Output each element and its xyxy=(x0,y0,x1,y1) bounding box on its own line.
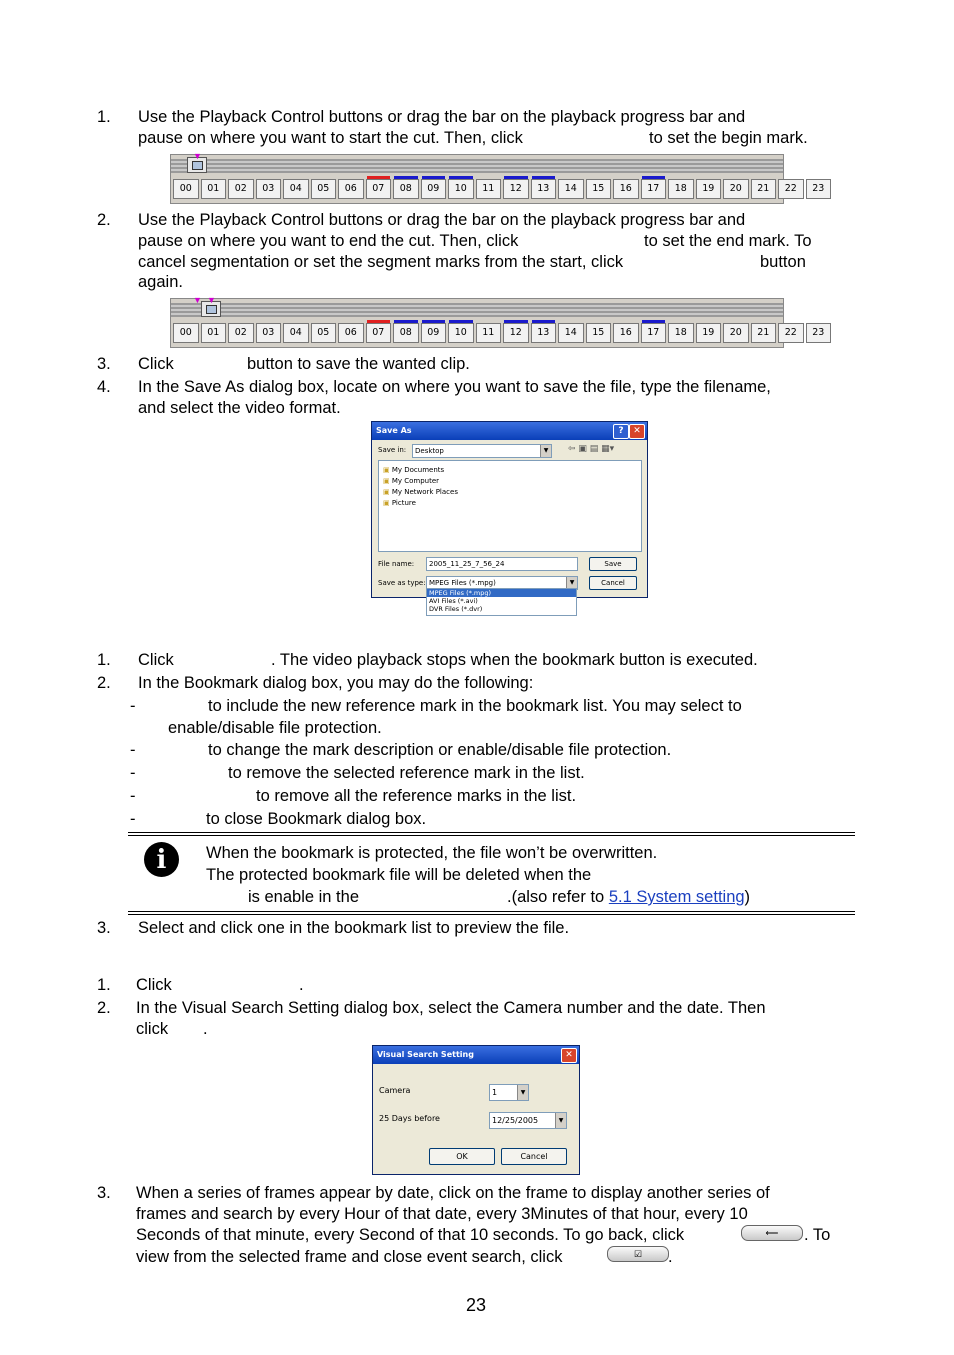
hour-cell[interactable] xyxy=(338,323,364,343)
hour-label: 10 xyxy=(454,183,467,194)
step-text: view from the selected frame and close event search, click xyxy=(136,1248,563,1266)
hour-label: 05 xyxy=(317,327,330,338)
hour-cell[interactable] xyxy=(228,179,254,199)
hour-cell[interactable] xyxy=(173,323,199,343)
hour-label: 18 xyxy=(674,327,687,338)
confirm-checkbox-icon[interactable]: ☑ xyxy=(607,1246,669,1262)
hour-label: 04 xyxy=(289,327,302,338)
hour-cell[interactable] xyxy=(338,179,364,199)
hour-label: 07 xyxy=(372,327,385,338)
step-number: 1. xyxy=(97,651,111,669)
file-list-item-label: My Documents xyxy=(391,466,445,474)
step-text: button to save the wanted clip. xyxy=(247,355,470,373)
hour-label: 20 xyxy=(729,183,742,194)
hour-cell[interactable] xyxy=(696,179,722,199)
bullet-text: to remove the selected reference mark in the list. xyxy=(228,764,585,782)
bullet-dash: - xyxy=(130,697,136,715)
hour-label: 08 xyxy=(399,327,412,338)
recording-indicator xyxy=(642,320,666,323)
step-text: click xyxy=(136,1020,169,1038)
recording-indicator xyxy=(394,320,418,323)
bullet-dash: - xyxy=(130,787,136,805)
note-text: When the bookmark is protected, the file won’t be overwritten. xyxy=(206,844,658,862)
step-text: . xyxy=(203,1020,208,1038)
end-mark-icon: ▼ xyxy=(207,295,216,305)
hour-label: 13 xyxy=(537,183,550,194)
help-icon[interactable]: ? xyxy=(613,424,629,439)
step-text: Select and click one in the bookmark list to preview the file. xyxy=(138,919,570,937)
hour-label: 15 xyxy=(592,183,605,194)
hour-cell[interactable] xyxy=(311,179,337,199)
hour-cell[interactable] xyxy=(531,179,557,199)
hour-label: 15 xyxy=(592,327,605,338)
system-setting-link[interactable]: 5.1 System setting xyxy=(608,888,745,906)
begin-mark-icon: ▼ xyxy=(193,151,202,161)
hour-label: 11 xyxy=(482,327,495,338)
hour-label: 21 xyxy=(757,327,770,338)
hour-label: 18 xyxy=(674,183,687,194)
hour-label: 02 xyxy=(234,327,247,338)
file-list-item[interactable] xyxy=(383,476,458,487)
hour-label: 06 xyxy=(344,183,357,194)
bullet-dash: - xyxy=(130,764,136,782)
step-text: Use the Playback Control buttons or drag the bar on the playback progress bar and xyxy=(138,108,746,126)
step-text: Click xyxy=(138,355,174,373)
save-type-label: Save as type: xyxy=(378,579,426,587)
hour-label: 16 xyxy=(619,327,632,338)
step-text: Use the Playback Control buttons or drag the bar on the playback progress bar and xyxy=(138,211,746,229)
hour-label: 23 xyxy=(812,183,825,194)
step-text: In the Save As dialog box, locate on where you want to save the file, type the filename, xyxy=(138,378,771,396)
recording-indicator xyxy=(532,320,556,323)
hour-cell[interactable] xyxy=(256,179,282,199)
save-button[interactable]: Save xyxy=(589,557,637,571)
hour-label: 03 xyxy=(262,327,275,338)
recording-indicator xyxy=(642,176,666,179)
folder-icon: ▣ xyxy=(383,499,392,507)
hour-label: 00 xyxy=(179,183,192,194)
bullet-dash: - xyxy=(130,810,136,828)
date-select[interactable]: 12/25/2005 ▼ xyxy=(489,1112,567,1129)
step-number: 1. xyxy=(97,108,111,126)
step-text: cancel segmentation or set the segment marks from the start, click xyxy=(138,253,624,271)
hour-label: 21 xyxy=(757,183,770,194)
hour-label: 04 xyxy=(289,183,302,194)
folder-icon: ▣ xyxy=(383,477,392,485)
step-text: to set the begin mark. xyxy=(649,129,808,147)
step-text: button xyxy=(760,253,806,271)
hour-label: 13 xyxy=(537,327,550,338)
hour-cell[interactable] xyxy=(613,323,639,343)
hour-label: 09 xyxy=(427,327,440,338)
step-text: In the Visual Search Setting dialog box, select the Camera number and the date. Then xyxy=(136,999,766,1017)
bullet-dash: - xyxy=(130,741,136,759)
dialog-title-bar xyxy=(373,1046,579,1064)
hour-label: 17 xyxy=(647,327,660,338)
cancel-button[interactable]: Cancel xyxy=(501,1148,567,1165)
hour-cell[interactable] xyxy=(173,179,199,199)
hour-cell[interactable] xyxy=(283,323,309,343)
hour-cell[interactable] xyxy=(256,323,282,343)
dialog-title-bar xyxy=(372,422,647,440)
hour-cell[interactable] xyxy=(778,323,804,343)
recording-indicator xyxy=(504,176,528,179)
hour-strip xyxy=(173,179,833,199)
hour-label: 23 xyxy=(812,327,825,338)
hour-label: 07 xyxy=(372,183,385,194)
hour-label: 08 xyxy=(399,183,412,194)
hour-cell[interactable] xyxy=(723,179,749,199)
note-border-bottom xyxy=(128,911,855,915)
hour-cell[interactable] xyxy=(531,323,557,343)
hour-cell[interactable] xyxy=(421,179,447,199)
hour-cell[interactable] xyxy=(668,323,694,343)
file-list-item-label: Picture xyxy=(391,499,416,507)
hour-cell[interactable] xyxy=(751,179,777,199)
bullet-text: to remove all the reference marks in the list. xyxy=(256,787,577,805)
visual-search-dialog xyxy=(372,1045,580,1175)
chevron-down-icon[interactable]: ▼ xyxy=(566,577,577,589)
step-number: 1. xyxy=(97,976,111,994)
step-number: 2. xyxy=(97,999,111,1017)
step-text: frames and search by every Hour of that date, every 3Minutes of that hour, every 10 xyxy=(136,1205,748,1223)
save-in-label: Save in: xyxy=(378,446,407,454)
hour-label: 05 xyxy=(317,183,330,194)
hour-cell[interactable] xyxy=(448,179,474,199)
progress-track[interactable] xyxy=(171,159,783,173)
hour-cell[interactable] xyxy=(476,323,502,343)
step-number: 3. xyxy=(97,919,111,937)
hour-label: 19 xyxy=(702,183,715,194)
step-text: When a series of frames appear by date, click on the frame to display another series of xyxy=(136,1184,770,1202)
close-icon[interactable]: ✕ xyxy=(561,1048,577,1063)
recording-indicator xyxy=(422,176,446,179)
hour-label: 06 xyxy=(344,327,357,338)
file-list-item-label: My Computer xyxy=(391,477,440,485)
begin-mark-icon: ▼ xyxy=(193,295,202,305)
chevron-down-icon[interactable]: ▼ xyxy=(540,445,551,457)
hour-cell[interactable] xyxy=(421,323,447,343)
hour-label: 03 xyxy=(262,183,275,194)
dialog-title: Visual Search Setting xyxy=(377,1050,474,1059)
step-text: and select the video format. xyxy=(138,399,341,417)
hour-label: 00 xyxy=(179,327,192,338)
hour-cell[interactable] xyxy=(366,179,392,199)
hour-cell[interactable] xyxy=(201,323,227,343)
playback-progress-bar[interactable] xyxy=(170,295,825,348)
playback-progress-bar[interactable] xyxy=(170,151,825,204)
save-as-dialog xyxy=(371,421,648,598)
hour-cell[interactable] xyxy=(696,323,722,343)
hour-cell[interactable] xyxy=(558,179,584,199)
cancel-button[interactable]: Cancel xyxy=(589,576,637,590)
hour-cell[interactable] xyxy=(393,323,419,343)
recording-indicator xyxy=(449,176,473,179)
chevron-down-icon[interactable]: ▼ xyxy=(517,1085,528,1100)
hour-label: 10 xyxy=(454,327,467,338)
hour-label: 20 xyxy=(729,327,742,338)
bullet-text: enable/disable file protection. xyxy=(168,719,382,737)
bullet-text: to close Bookmark dialog box. xyxy=(206,810,427,828)
note-border-top xyxy=(128,832,855,836)
recording-indicator xyxy=(449,320,473,323)
file-list-items xyxy=(383,465,458,509)
step-text: . To xyxy=(804,1226,831,1244)
step-number: 4. xyxy=(97,378,111,396)
file-list-item[interactable] xyxy=(383,487,458,498)
step-text: Seconds of that minute, every Second of that 10 seconds. To go back, click xyxy=(136,1226,685,1244)
info-icon: i xyxy=(144,842,179,877)
folder-icon: ▣ xyxy=(383,488,392,496)
file-name-label: File name: xyxy=(378,560,415,568)
step-number: 3. xyxy=(97,355,111,373)
hour-cell[interactable] xyxy=(613,179,639,199)
camera-label: Camera xyxy=(379,1086,411,1095)
dialog-title: Save As xyxy=(376,426,412,435)
hour-cell[interactable] xyxy=(641,323,667,343)
hour-label: 16 xyxy=(619,183,632,194)
hour-cell[interactable] xyxy=(723,323,749,343)
file-list[interactable] xyxy=(378,460,642,552)
hour-cell[interactable] xyxy=(201,179,227,199)
hour-cell[interactable] xyxy=(393,179,419,199)
recording-indicator xyxy=(422,320,446,323)
note-text: .(also refer to 5.1 System setting) xyxy=(507,888,751,906)
recording-indicator xyxy=(367,176,391,179)
days-before-label: 25 Days before xyxy=(379,1114,440,1123)
hour-label: 01 xyxy=(207,183,220,194)
dropdown-option[interactable]: DVR Files (*.dvr) xyxy=(429,605,483,613)
hour-label: 11 xyxy=(482,183,495,194)
hour-cell[interactable] xyxy=(586,179,612,199)
step-number: 2. xyxy=(97,674,111,692)
hour-cell[interactable] xyxy=(228,323,254,343)
step-text: . The video playback stops when the bookmark button is executed. xyxy=(271,651,758,669)
progress-track[interactable] xyxy=(171,303,783,317)
ok-button[interactable]: OK xyxy=(429,1148,495,1165)
hour-cell[interactable] xyxy=(366,323,392,343)
hour-label: 12 xyxy=(509,183,522,194)
hour-label: 09 xyxy=(427,183,440,194)
hour-cell[interactable] xyxy=(586,323,612,343)
hour-cell[interactable] xyxy=(778,179,804,199)
file-list-item[interactable] xyxy=(383,465,458,476)
chevron-down-icon[interactable]: ▼ xyxy=(555,1113,566,1128)
recording-indicator xyxy=(367,320,391,323)
note-text: The protected bookmark file will be deleted when the xyxy=(206,866,592,884)
file-type-dropdown[interactable] xyxy=(426,588,577,616)
recording-indicator xyxy=(504,320,528,323)
step-text: . xyxy=(668,1248,673,1266)
file-name-input[interactable]: 2005_11_25_7_56_24 xyxy=(426,557,578,571)
back-arrow-icon[interactable]: ⟵ xyxy=(741,1225,803,1241)
hour-cell[interactable] xyxy=(448,323,474,343)
hour-label: 22 xyxy=(784,183,797,194)
hour-cell[interactable] xyxy=(283,179,309,199)
hour-label: 02 xyxy=(234,183,247,194)
step-text: pause on where you want to end the cut. Then, click xyxy=(138,232,519,250)
step-text: again. xyxy=(138,273,183,291)
recording-indicator xyxy=(532,176,556,179)
step-text: Click xyxy=(136,976,172,994)
note-text: is enable in the xyxy=(248,888,359,906)
close-icon[interactable]: ✕ xyxy=(629,424,645,439)
hour-cell[interactable] xyxy=(503,179,529,199)
file-list-item-label: My Network Places xyxy=(391,488,458,496)
hour-label: 14 xyxy=(564,183,577,194)
hour-cell[interactable] xyxy=(503,323,529,343)
hour-cell[interactable] xyxy=(751,323,777,343)
save-type-select[interactable]: MPEG Files (*.mpg) ▼ xyxy=(426,576,578,590)
recording-indicator xyxy=(394,176,418,179)
hour-label: 17 xyxy=(647,183,660,194)
toolbar-icons[interactable]: ⇦ ▣ ▤ ▦▾ xyxy=(568,444,615,454)
camera-select[interactable]: 1 ▼ xyxy=(489,1084,529,1101)
hour-cell[interactable] xyxy=(641,179,667,199)
dropdown-option[interactable]: AVI Files (*.avi) xyxy=(429,597,478,605)
bullet-text: to include the new reference mark in the bookmark list. You may select to xyxy=(208,697,742,715)
hour-strip xyxy=(173,323,833,343)
step-text: pause on where you want to start the cut. Then, click xyxy=(138,129,523,147)
step-number: 3. xyxy=(97,1184,111,1202)
file-list-item[interactable] xyxy=(383,498,458,509)
hour-label: 12 xyxy=(509,327,522,338)
save-in-select[interactable]: Desktop ▼ xyxy=(412,444,552,458)
hour-label: 22 xyxy=(784,327,797,338)
page-number: 23 xyxy=(466,1295,487,1315)
dropdown-option[interactable]: MPEG Files (*.mpg) xyxy=(427,589,576,597)
hour-cell[interactable] xyxy=(476,179,502,199)
step-text: to set the end mark. To xyxy=(644,232,812,250)
step-text: In the Bookmark dialog box, you may do the following: xyxy=(138,674,534,692)
folder-icon: ▣ xyxy=(383,466,392,474)
hour-cell[interactable] xyxy=(558,323,584,343)
hour-label: 01 xyxy=(207,327,220,338)
bullet-text: to change the mark description or enable/disable file protection. xyxy=(208,741,672,759)
hour-label: 14 xyxy=(564,327,577,338)
hour-label: 19 xyxy=(702,327,715,338)
step-text: Click xyxy=(138,651,174,669)
hour-cell[interactable] xyxy=(806,323,832,343)
step-text: . xyxy=(299,976,304,994)
step-number: 2. xyxy=(97,211,111,229)
hour-cell[interactable] xyxy=(668,179,694,199)
hour-cell[interactable] xyxy=(806,179,832,199)
hour-cell[interactable] xyxy=(311,323,337,343)
